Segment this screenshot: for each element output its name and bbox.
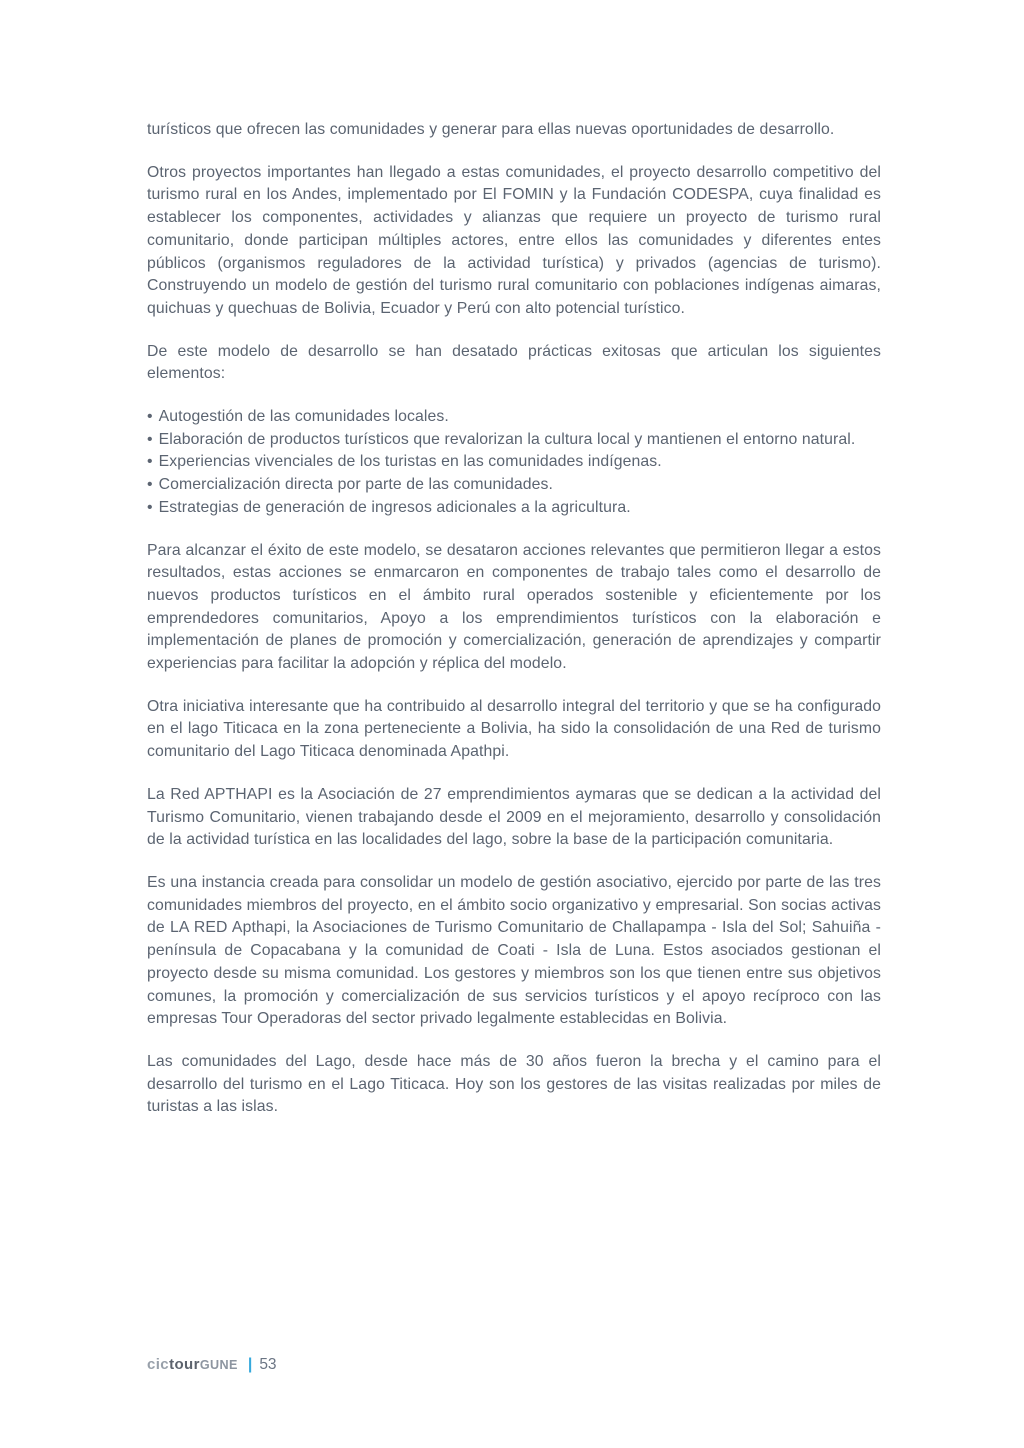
logo-part-tour: tour [169,1356,200,1373]
footer-separator: | [247,1356,253,1373]
bullet-item [147,406,881,429]
paragraph-la-red-apthapi: La Red APTHAPI es la Asociación de 27 emprendimientos aymaras que se dedican a la actividad del Turismo Comunitario, vienen trabajando desde el 2009 en el mejoramiento, desarrollo y consolidación de la actividad turística en las localidades del lago, sobre la base de la participación comunitaria. [147,785,881,849]
bullet-item [147,497,881,520]
bullet-item [147,429,881,452]
paragraph-es-una-instancia: Es una instancia creada para consolidar un modelo de gestión asociativo, ejercido por parte de las tres comunidades miembros del proyecto, en el ámbito socio organizativo y empresarial. Son socias activas de LA RED Apthapi, la Asociaciones de Turismo Comunitario de Challapampa - Isla del Sol; Sahuiña - península de Copacabana y la comunidad de Coati - Isla de Luna. Estos asociados gestionan el proyecto desde su misma comunidad. Los gestores y miembros son los que tienen entre sus objetivos comunes, la promoción y comercialización de sus servicios turísticos y el apoyo recíproco con las empresas Tour Operadoras del sector privado legalmente establecidas en Bolivia. [147,873,881,1028]
bullet-glyph: • [147,453,153,471]
bullet-glyph: • [147,476,153,494]
bullet-text: Estrategias de generación de ingresos adicionales a la agricultura. [158,498,631,516]
paragraph-otra-iniciativa: Otra iniciativa interesante que ha contribuido al desarrollo integral del territorio y que se ha configurado en el lago Titicaca en la zona perteneciente a Bolivia, ha sido la consolidación de una Red de turismo comunitario del Lago Titicaca denominada Apathpi. [147,697,881,761]
bullet-item [147,451,881,474]
logo-part-cic: cic [147,1356,170,1373]
bullet-item [147,474,881,497]
paragraph-de-este-modelo: De este modelo de desarrollo se han desatado prácticas exitosas que articulan los siguientes elementos: [147,342,881,383]
bullet-glyph: • [147,498,153,516]
paragraph-para-alcanzar: Para alcanzar el éxito de este modelo, se desataron acciones relevantes que permitieron llegar a estos resultados, estas acciones se enmarcaron en componentes de trabajo tales como el desarrollo de nuevos productos turísticos en el ámbito rural operados sostenible y eficientemente por los emprendedores comunitarios, Apoyo a los emprendimientos turísticos con la elaboración e implementación de planes de promoción y comercialización, generación de aprendizajes y compartir experiencias para facilitar la adopción y réplica del modelo. [147,541,881,673]
page-number: 53 [259,1356,277,1373]
paragraph-otros-proyectos: Otros proyectos importantes han llegado a estas comunidades, el proyecto desarrollo competitivo del turismo rural en los Andes, implementado por El FOMIN y la Fundación CODESPA, cuya finalidad es establecer los componentes, actividades y alianzas que requiere un proyecto de turismo rural comunitario, donde participan múltiples actores, entre ellos las comunidades y diferentes entes públicos (organismos reguladores de la actividad turística) y privados (agencias de turismo). Construyendo un modelo de gestión del turismo rural comunitario con poblaciones indígenas aimaras, quichuas y quechuas de Bolivia, Ecuador y Perú con alto potencial turístico. [147,163,881,317]
logo-part-gune: GUNE [199,1358,238,1372]
bullet-list [147,406,881,520]
bullet-glyph: • [147,430,153,448]
cictourgune-logo [147,1356,238,1373]
paragraph-continuation: turísticos que ofrecen las comunidades y generar para ellas nuevas oportunidades de desarrollo. [147,121,835,138]
paragraph-las-comunidades: Las comunidades del Lago, desde hace más de 30 años fueron la brecha y el camino para el desarrollo del turismo en el Lago Titicaca. Hoy son los gestores de las visitas realizadas por miles de turistas a las islas. [147,1052,881,1116]
bullet-text: Autogestión de las comunidades locales. [158,408,449,426]
bullet-text: Elaboración de productos turísticos que revalorizan la cultura local y mantienen el entorno natural. [158,430,856,448]
bullet-text: Experiencias vivenciales de los turistas en las comunidades indígenas. [158,453,662,471]
page-footer [147,1356,277,1374]
bullet-glyph: • [147,408,153,426]
bullet-text: Comercialización directa por parte de las comunidades. [158,476,554,494]
